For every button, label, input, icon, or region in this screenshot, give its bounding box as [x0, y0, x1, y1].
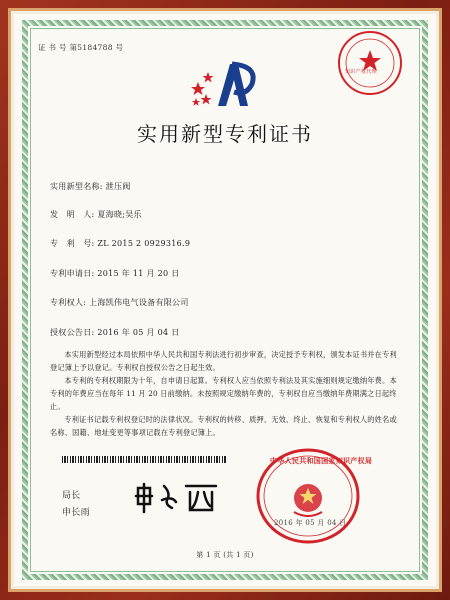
- signature-role: 局长: [62, 491, 81, 501]
- field-patent-number: 专 利 号: ZL 2015 2 0929316.9: [50, 239, 191, 248]
- agency-stamp-text: 知识产权代理: [345, 69, 377, 75]
- page-footer: 第 1 页 (共 1 页): [196, 551, 254, 559]
- certificate-title: 实用新型专利证书: [137, 122, 313, 146]
- field-application-date: 专利申请日: 2015 年 11 月 20 日: [50, 269, 180, 278]
- paragraph-term: 本专利的专利权期限为十年，自申请日起算。专利权人应当依照专利法及其实施细则规定缴纳年费。本专利的年费应当在每年 11 月 20 日前缴纳。未按照规定缴纳年费的，专利权自应当缴纳年费期满之日起终止。: [50, 376, 397, 411]
- field-inventor: 发 明 人: 夏海晓;吴乐: [50, 210, 142, 219]
- handwritten-signature-icon: [132, 478, 232, 518]
- field-grant-date: 授权公告日: 2016 年 05 月 04 日: [50, 328, 180, 337]
- paragraph-legal-status: 专利证书记载专利权登记时的法律状况。专利权的转移、质押、无效、终止、恢复和专利权人的姓名或名称、国籍、地址变更等事项记载在专利登记簿上。: [50, 415, 397, 437]
- agency-stamp-icon: [335, 28, 405, 98]
- field-patentee: 专利权人: 上海凯伟电气设备有限公司: [50, 298, 189, 307]
- patent-office-logo-icon: [188, 58, 260, 110]
- signature-name: 申长雨: [62, 508, 90, 518]
- certificate-number: 证 书 号 第5184788 号: [38, 43, 124, 52]
- seal-date: 2016 年 05 月 04 日: [274, 519, 347, 527]
- field-utility-model-name: 实用新型名称: 泄压阀: [50, 182, 131, 191]
- barcode: [62, 456, 227, 463]
- seal-ring-text: 中华人民共和国国家知识产权局: [270, 456, 373, 465]
- paragraph-grant: 本实用新型经过本局依照中华人民共和国专利法进行初步审查，决定授予专利权，颁发本证书并在专利登记簿上予以登记。专利权自授权公告之日起生效。: [50, 350, 397, 372]
